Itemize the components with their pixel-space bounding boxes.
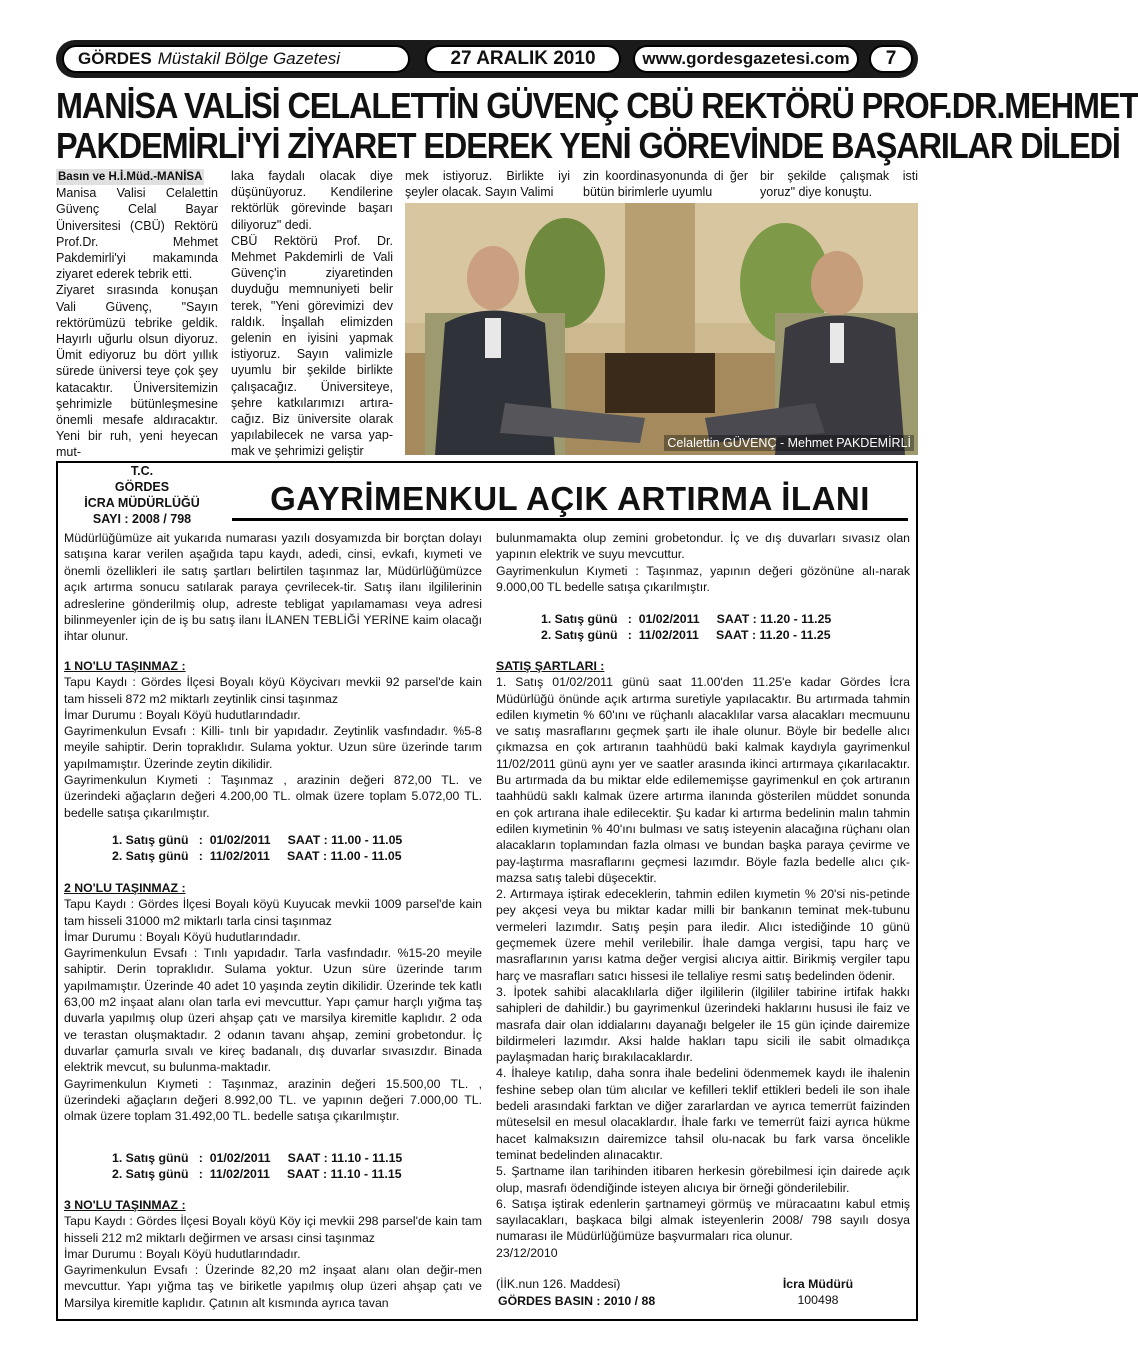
sale-dates-property-2: 1. Satış günü : 01/02/2011 SAAT : 11.10 - 11.15 2. Satış günü : 11/02/2011 SAAT : 11.10 - 11.15 (112, 1151, 403, 1181)
auction-intro: Müdürlüğümüze ait yukarıda numarası yazılı dosyamızda bir borçtan dolayı satışına karar verilen aşağıda tapu kaydı, adedi, cinsi, evkafı, kıymeti ve önemli özellikleri ile satış şartları belirtilen taşınmaz lar, Müdürlüğümüzce açık artırma sonucu satılarak paraya çevrilecek-tir. Satış ilanı ilgililerinin adreslerine gönderilmiş olup, adreste tebligat yapılamaması veya adresi bilinmeyenler için de iş bu satış ilanı İLANEN TEBLİĞİ YERİNE kaim olacağı ihtar olunur. (64, 531, 482, 644)
headline-line-2: PAKDEMİRLİ'Yİ ZİYARET EDEREK YENİ GÖREVİNDE BAŞARILAR DİLEDİ (56, 125, 1120, 166)
article-photo (405, 203, 918, 455)
sale-conditions-heading: SATIŞ ŞARTLARI : (496, 659, 605, 673)
article-column-1 (56, 168, 218, 460)
property-3-text: Tapu Kaydı : Gördes İlçesi Boyalı köyü Köy içi mevkii 298 parsel'de kain tam hisseli 212 m2 miktarlı değirmen ve arsası cinsi taşınmaz İmar Durumu : Boyalı Köyü hudutlarındadır. Gayrimenkulun Evsafı : Üzerinde 82,20 m2 inşaat alanı olan değir-men mevcuttur. Yapı yığma taş ve biriketle yapılmış olup üzeri ahşap çatı ve Marsilya kiremitle kaplıdır. Çatının alt kısmında ayrıca tavan (64, 1214, 482, 1310)
article-headline (56, 85, 1138, 166)
property-3 (64, 1197, 482, 1317)
page-number: 7 (869, 45, 913, 73)
property-1-text: Tapu Kaydı : Gördes İlçesi Boyalı köyü Köycivarı mevkii 92 parsel'de kain tam hisseli 872 m2 miktarlı zeytinlik cinsi taşınmaz İmar Durumu : Boyalı Köyü hudutlarındadır. Gayrimenkulun Evsafı : Killi- tınlı bir yapıdadır. Zeytinlik vasfındadır. %5-8 meyile sahiptir. Derin topraklıdır. Sulama yoktur. Uzun süre üzerinde tarım yapılmamıştır. Üzerinde zeytin dikilidir. Gayrimenkulun Kıymeti : Taşınmaz , arazinin değeri 872,00 TL. ve üzerindeki ağaçların değeri 4.200,00 TL. olmak üzere toplam 5.072,00 TL. bedelle satışa çıkarılmıştır. (64, 675, 482, 820)
court-line-1: T.C. (130, 464, 154, 478)
article-column-3: mek istiyoruz. Birlikte iyi şeyler olacak. Sayın Valimi (405, 169, 570, 200)
photo-caption: Celalettin GÜVENÇ - Mehmet PAKDEMİRLİ (664, 435, 914, 451)
article-column-2: laka faydalı olacak diye düşünüyoruz. Kendilerine rektörlük görevinde başarı diliyoruz" dedi. CBÜ Rektörü Prof. Dr. Mehmet Pakdemirli de Vali Güvenç'in ziyaretinden duyduğu memnuniyeti belir terek, "Yeni görevimizi dev raldık. İnşallah elimizden gelenin en iyisini yapmak istiyoruz. Sayın valimizle uyumlu bir şekilde birlikte çalışacağız. Üniversiteye, şehre katkılarımızı artıra-cağız. Biz üniversite olarak yapılabilecek ne varsa yap-mak ve şehrimizi geliştir (231, 169, 393, 459)
article-column-5: bir şekilde çalışmak isti yoruz" diye konuştu. (760, 169, 918, 200)
law-reference: (İİK.nun 126. Maddesi) (496, 1277, 621, 1291)
sale-conditions (496, 658, 910, 1258)
headline-line-1: MANİSA VALİSİ CELALETTİN GÜVENÇ CBÜ REKTÖRÜ PROF.DR.MEHMET (56, 85, 1138, 126)
paper-subtitle: Müstakil Bölge Gazetesi (157, 49, 341, 68)
court-line-4: SAYI : 2008 / 798 (92, 512, 192, 526)
property-1 (64, 658, 482, 818)
signature-title: İcra Müdürü (782, 1277, 854, 1291)
sale-dates-property-3: 1. Satış günü : 01/02/2011 SAAT : 11.20 - 11.25 2. Satış günü : 11/02/2011 SAAT : 11.20 - 11.25 (541, 612, 832, 642)
property-2 (64, 880, 482, 1140)
photo-illustration (405, 203, 918, 455)
property-2-heading: 2 NO'LU TAŞINMAZ : (64, 881, 186, 895)
article-column-4: zin koordinasyonunda di ğer bütün birimlerle uyumlu (583, 169, 748, 200)
property-3-heading: 3 NO'LU TAŞINMAZ : (64, 1198, 186, 1212)
auction-title: GAYRİMENKUL AÇIK ARTIRMA İLANI (232, 480, 908, 521)
byline: Basın ve H.İ.Müd.-MANİSA (56, 169, 204, 185)
court-line-3: İCRA MÜDÜRLÜĞÜ (84, 496, 200, 510)
press-code: GÖRDES BASIN : 2010 / 88 (498, 1294, 656, 1308)
auction-intro-continued: bulunmamakta olup zemini grobetondur. İç ve dış duvarları sıvasız olan yapının elektrik ve suyu mevcuttur. Gayrimenkulun Kıymeti : Taşınmaz, yapının değeri gözönüne alı-narak 9.000,00 TL bedelle satışa çıkarılmıştır. (496, 531, 910, 595)
website-link[interactable]: www.gordesgazetesi.com (633, 45, 859, 73)
sale-dates-property-1: 1. Satış günü : 01/02/2011 SAAT : 11.00 - 11.05 2. Satış günü : 11/02/2011 SAAT : 11.00 - 11.05 (112, 833, 403, 863)
property-1-heading: 1 NO'LU TAŞINMAZ : (64, 659, 186, 673)
signature-code: 100498 (797, 1293, 839, 1307)
property-2-text: Tapu Kaydı : Gördes İlçesi Boyalı köyü Kuyucak mevkii 1009 parsel'de kain tam hisseli 31000 m2 miktarlı tarla cinsi taşınmaz İmar Durumu : Boyalı Köyü hudutlarındadır. Gayrimenkulun Evsafı : Tınlı yapıdadır. Tarla vasfındadır. %15-20 meyile sahiptir. Derin topraklıdır. Sulama yoktur. Uzun süre üzerinde tarım yapılmamıştır. Üzerinde 40 adet 10 yaşında zeytin dikilidir. Üzerinde tek katlı 63,00 m2 inşaat alanı olan tarla evi mevcuttur. Yapı çamur harçlı yığma taş duvarla yapılmış olup üzeri ahşap çatı ve marsilya kiremitle kaplıdır. 2 oda ve terastan oluşmaktadır. 2 odanın tavanı ahşap, zemini grobetondur. İç duvarlar çamurla sıvalı ve kireç badanalı, dış duvarlar sıvasızdır. Binada elektrik mevcut, su bulunma-maktadır. Gayrimenkulun Kıymeti : Taşınmaz, arazinin değeri 15.500,00 TL. , üzerindeki ağaçların değeri 8.992,00 TL. ve yapının değeri 7.000,00 TL. olmak üzere toplam 31.492,00 TL. bedelle satışa çıkarılmıştır. (64, 897, 482, 1124)
signature-block (773, 1276, 863, 1308)
masthead-pill (62, 45, 410, 73)
issue-date: 27 ARALIK 2010 (425, 45, 621, 73)
sale-conditions-text: 1. Satış 01/02/2011 günü saat 11.00'den 11.25'e kadar Gördes İcra Müdürlüğü önünde açık artırma suretiyle yapılacaktır. Bu artırmada tahmin edilen kıymetin % 60'ını ve rüçhanlı alacaklılar varsa alacakları mecmuunu ve satış masraflarını geçmek şartı ile ihale olunur. Böyle bir bedelle alıcı çıkmazsa en çok artıranın taahhüdü baki kalmak kaydıyla gayrimenkul 11/02/2011 günü aynı yer ve saatler arasında ikinci artırmaya çıkarılacaktır. Bu artırmada da bu miktar elde edilememişse gayrimenkul en çok artıranın taahhüdü saklı kalmak üzere artırma ilanında gösterilen müddet sonunda en çok artırana ihale edilecektir. Şu kadar ki artırma bedelinin malın tahmin edilen kıymetinin % 40'ını bulması ve satış isteyenin alacağına rüçhanı olan alacakların toplamından fazla olması ve bundan başka paraya çevirme ve pay-laştırma masraflarını geçmesi lazımdır. Böyle fazla bedelle alıcı çık-mazsa satış talebi düşecektir. 2. Artırmaya iştirak edeceklerin, tahmin edilen kıymetin % 20'si nis-petinde pey akçesi veya bu miktar kadar milli bir bankanın teminat mek-tubunu vermeleri lazımdır. Satış peşin para iledir. Alıcı istediğinde 10 günü geçmemek üzere mehil verilebilir. İhale damga vergisi, tapu harç ve masraflarının yarısı katma değer vergisi alıcıya aittir. Birikmiş vergiler tapu harç ve masrafları satıcı hissesi ile tellaliye resmi satış bedelinden ödenir. 3. İpotek sahibi alacaklılarla diğer ilgililerin (ilgililer tabirine irtifak hakkı sahipleri de dahildir.) bu gayrimenkul üzerindeki haklarını hususi ile faiz ve masrafa dair olan iddialarını dayanağı belgeler ile 15 gün içinde dairemize bildirmeleri lazımdır. Aksi halde hakları tapu sicili ile sabit olmadıkça paylaşmadan hariç bırakılacaklardır. 4. İhaleye katılıp, daha sonra ihale bedelini ödenmemek kaydı ile ihalenin feshine sebep olan tüm alıcılar ve kefilleri teklif ettikleri bedeli ile son ihale bedeli arasındaki farktan ve diğer zararlardan ve ayrıca temerrüt faizinden müteselsil en mesul olacaklardır. İhale farkı ve temerrüt faizi ayrıca hükme hacet kalmaksızın dairemizce tahsil olu-nacak bu fark varsa öncelikle teminat bedelinden alınacaktır. 5. Şartname ilan tarihinden itibaren herkesin görebilmesi için dairede açık olup, masrafı ödendiğinde isteyen alıcıya bir örneği gönderilebilir. 6. Satışa iştirak edenlerin şartnameyi görmüş ve müracaatını kabul etmiş sayılacakları, başkaca bilgi almak isteyenlerin 2008/ 798 sayılı dosya numarası ile Müdürlüğümüze başvurmaları rica olunur. 23/12/2010 (496, 675, 910, 1260)
column-1-text: Manisa Valisi Celalettin Güvenç Celal Bayar Üniversitesi (CBÜ) Rektörü Prof.Dr. Mehmet Pakdemirli'yi makamında ziyaret ederek tebrik etti. Ziyaret sırasında konuşan Vali Güvenç, "Sayın rektörümüzü tebrike geldik. Hayırlı uğurlu olsun diyoruz. Ümit ediyoruz bu dört yıllık sürede üniversi teye çok şey katacaktır. Üniversitemizin şehrimizle bütünleşmesine önemli mesafe aldıracaktır. Yeni bir ruh, yeni heyecan mut- (56, 186, 218, 460)
court-header (62, 463, 222, 527)
court-line-2: GÖRDES (114, 480, 170, 494)
paper-name: GÖRDES (78, 49, 152, 68)
